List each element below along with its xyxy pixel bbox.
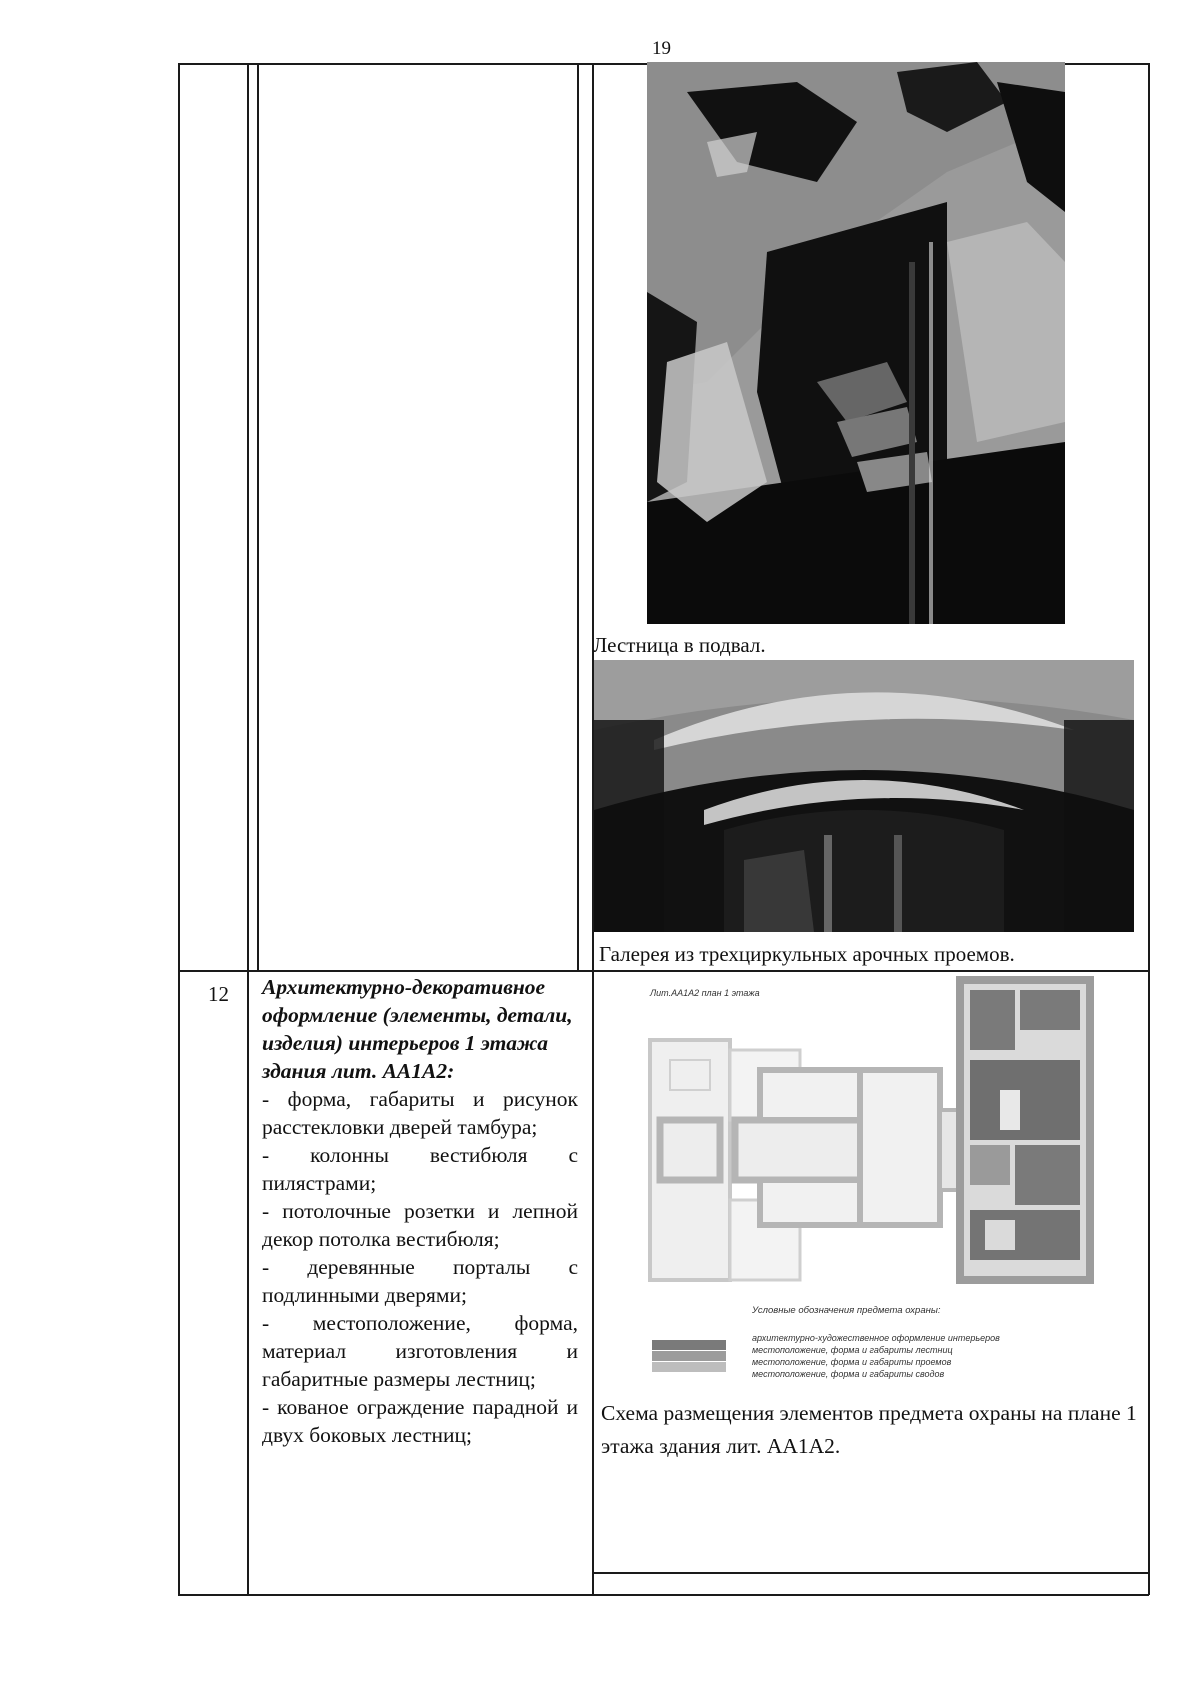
description-title: Архитектурно-декоративное оформление (элементы, детали, изделия) интерьеров 1 этажа здания лит. АА1А2: (262, 975, 573, 1083)
row-description (262, 973, 578, 1449)
photo-arched-gallery (594, 660, 1134, 932)
description-item: - кованое ограждение парадной и двух боковых лестниц; (262, 1395, 578, 1447)
floor-plan-drawing (640, 970, 1100, 1310)
legend-text: местоположение, форма и габариты сводов (752, 1369, 945, 1379)
page-number: 19 (652, 38, 671, 59)
legend-text: архитектурно-художественное оформление интерьеров (752, 1333, 1000, 1343)
photo-arched-gallery-image (594, 660, 1134, 932)
legend-swatch-stairs (652, 1351, 726, 1361)
plan-title: Лит.АА1А2 план 1 этажа (650, 988, 760, 998)
description-item: - местоположение, форма, материал изготовления и габаритные размеры лестниц; (262, 1311, 578, 1391)
photo-basement-stairs-image (647, 62, 1065, 624)
photo-basement-stairs-caption: Лестница в подвал. (593, 633, 766, 657)
row-number: 12 (208, 982, 229, 1006)
legend-swatch-interior (652, 1340, 726, 1350)
photo-basement-stairs (647, 62, 1065, 624)
description-item: - потолочные розетки и лепной декор потолка вестибюля; (262, 1199, 578, 1251)
legend-text: местоположение, форма и габариты проемов (752, 1357, 952, 1367)
legend-swatch-openings (652, 1362, 726, 1372)
plan-caption: Схема размещения элементов предмета охраны на плане 1 этажа здания лит. АА1А2. (601, 1401, 1137, 1458)
description-item: - форма, габариты и рисунок расстекловки дверей тамбура; (262, 1087, 578, 1139)
description-item: - колонны вестибюля с пилястрами; (262, 1143, 578, 1195)
description-item: - деревянные порталы с подлинными дверями; (262, 1255, 578, 1307)
photo-arched-gallery-caption: Галерея из трехциркульных арочных проемов. (599, 942, 1015, 966)
legend-text: местоположение, форма и габариты лестниц (752, 1345, 953, 1355)
plan-legend-title: Условные обозначения предмета охраны: (752, 1305, 941, 1316)
